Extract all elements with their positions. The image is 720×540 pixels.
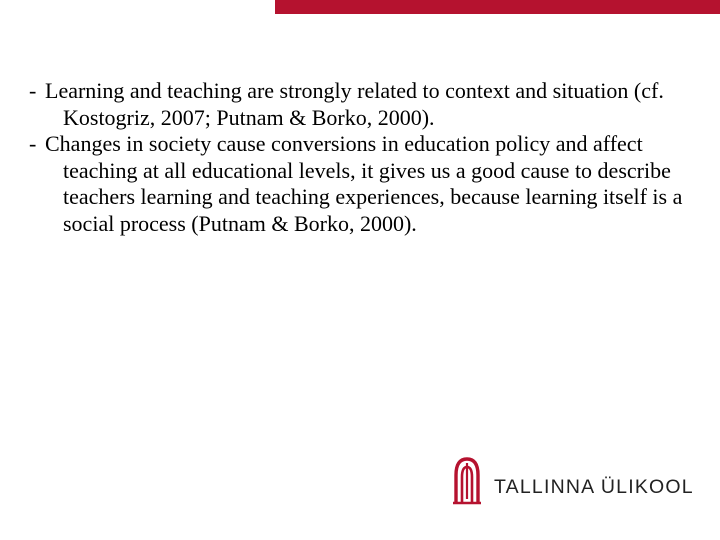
bullet-list	[29, 78, 689, 237]
bullet-item	[29, 78, 689, 131]
bullet-text: Learning and teaching are strongly related to context and situation (cf. Kostogriz, 2007; Putnam & Borko, 2000).	[45, 78, 664, 130]
bullet-dash-icon: -	[29, 78, 37, 103]
bullet-text: Changes in society cause conversions in education policy and affect teaching at all educational levels, it gives us a good cause to describe teachers learning and teaching experiences, because learning itself is a social process (Putnam & Borko, 2000).	[45, 131, 683, 236]
top-accent-bar	[275, 0, 720, 14]
tallinn-university-emblem-icon	[452, 455, 482, 505]
bullet-item	[29, 131, 689, 237]
university-name: TALLINNA ÜLIKOOL	[494, 476, 694, 498]
bullet-dash-icon: -	[29, 131, 37, 156]
university-logo	[452, 455, 714, 507]
